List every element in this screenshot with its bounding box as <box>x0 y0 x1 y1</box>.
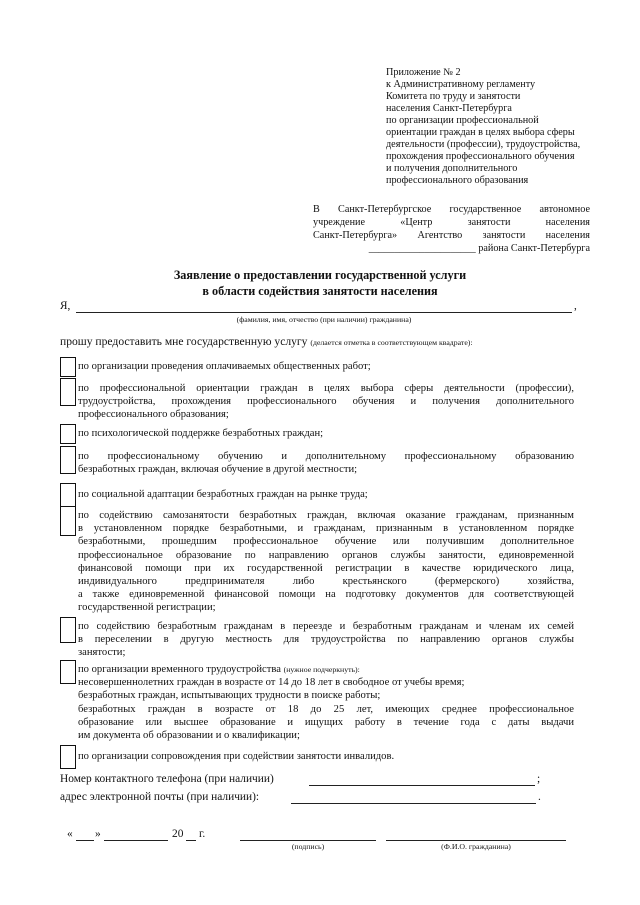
date-month-field[interactable] <box>104 829 168 841</box>
option-line: образование или высшее образование и ищущих работу в течение года с даты выдачи <box>78 716 574 728</box>
date-year-prefix: 20 <box>172 828 184 840</box>
option-line: безработными, прошедшим профессиональное обучение или получившим дополнительное <box>78 536 574 548</box>
phone-label: Номер контактного телефона (при наличии) <box>60 773 274 785</box>
addressee-line: В Санкт-Петербургское государственное автономное <box>313 204 590 215</box>
option-line: по профессиональной ориентации граждан в целях выбора сферы деятельности (профессии), <box>78 383 574 394</box>
appendix-line: ориентации граждан в целях выбора сферы <box>386 127 575 138</box>
option-line: по организации сопровождения при содействии занятости инвалидов. <box>78 751 395 762</box>
option-text-career-guidance <box>78 382 574 422</box>
option-line-text: по организации временного трудоустройства <box>78 664 281 675</box>
email-end: . <box>538 791 541 803</box>
option-checkbox-paid-public-works[interactable] <box>60 357 76 377</box>
option-line: по содействию самозанятости безработных граждан, включая оказание гражданам, признанным <box>78 510 574 521</box>
email-row <box>60 791 259 803</box>
applicant-suffix: , <box>574 300 577 312</box>
option-checkbox-career-guidance[interactable] <box>60 378 76 406</box>
option-line: по содействию безработным гражданам в переезде и безработным гражданам и членам их семей <box>78 621 574 632</box>
request-line <box>60 335 473 348</box>
appendix-line: к Административному регламенту <box>386 79 536 90</box>
option-line: безработных граждан в возрасте от 18 до 25 лет, имеющих среднее профессиональное <box>78 703 574 715</box>
option-text-temporary-employment <box>78 663 574 742</box>
appendix-header <box>386 67 616 187</box>
email-label: адрес электронной почты (при наличии): <box>60 791 260 803</box>
date-year-field[interactable] <box>186 829 196 841</box>
document-title: Заявление о предоставлении государственной услуги <box>173 268 467 282</box>
option-line: профессиональное образование по направлению органов службы занятости, единовременной <box>78 549 574 561</box>
option-line: трудоустройства, прохождения профессионального обучения и получения дополнительного <box>78 396 574 408</box>
addressee-district-line: _____________________ района Санкт-Петербурга <box>368 243 590 254</box>
request-text: прошу предоставить мне государственную услугу <box>60 335 308 348</box>
date-year-suffix: г. <box>199 828 206 840</box>
appendix-line: прохождения профессионального обучения <box>386 151 575 162</box>
option-line: по социальной адаптации безработных граждан на рынке труда; <box>78 489 368 500</box>
name-caption: (Ф.И.О. гражданина) <box>441 842 511 851</box>
option-text-social-adaptation <box>78 488 574 501</box>
option-text-self-employment <box>78 509 574 615</box>
option-note: (нужное подчеркнуть): <box>283 665 360 674</box>
appendix-line: по организации профессиональной <box>386 115 539 126</box>
option-line: профессионального образования; <box>78 409 229 421</box>
date-close-quote: » <box>95 828 101 840</box>
option-text-psychological-support <box>78 427 574 440</box>
option-checkbox-psychological-support[interactable] <box>60 424 76 444</box>
name-field[interactable] <box>386 829 566 841</box>
option-checkbox-disability-support[interactable] <box>60 745 76 769</box>
email-field[interactable] <box>291 792 536 804</box>
appendix-line: деятельности (профессии), трудоустройства, <box>386 139 581 150</box>
document-subtitle: в области содействия занятости населения <box>202 284 438 298</box>
phone-field[interactable] <box>309 774 535 786</box>
addressee-line: учреждение «Центр занятости населения <box>313 217 590 228</box>
option-line: финансовой помощи при их государственной регистрации в качестве юридического лица, <box>78 562 574 574</box>
applicant-prefix: Я, <box>60 300 71 312</box>
option-checkbox-social-adaptation[interactable] <box>60 483 76 507</box>
option-line: безработных граждан, включая обучение в другой местности; <box>78 464 358 476</box>
option-line: несовершеннолетних граждан в возрасте от 14 до 18 лет в свободное от учебы время; <box>78 677 465 689</box>
option-line: занятости; <box>78 647 126 659</box>
option-line: безработных граждан, испытывающих трудности в поиске работы; <box>78 690 381 702</box>
appendix-line: и получения дополнительного <box>386 163 518 174</box>
option-checkbox-temporary-employment[interactable] <box>60 660 76 684</box>
appendix-line: Приложение № 2 <box>386 67 461 78</box>
option-line: а также единовременной финансовой помощи на подготовку документов для соответствующей <box>78 589 574 601</box>
option-line: по психологической поддержке безработных граждан; <box>78 428 324 439</box>
option-line: государственной регистрации; <box>78 602 216 614</box>
option-line: по организации проведения оплачиваемых общественных работ; <box>78 361 371 372</box>
option-line: индивидуального предпринимателя либо крестьянского (фермерского) хозяйства, <box>78 576 574 588</box>
option-text-disability-support <box>78 750 574 763</box>
addressee-block <box>313 203 590 255</box>
appendix-line: населения Санкт-Петербурга <box>386 103 512 114</box>
option-text-relocation <box>78 620 574 660</box>
date-day-field[interactable] <box>76 829 94 841</box>
option-checkbox-relocation[interactable] <box>60 617 76 643</box>
signature-caption: (подпись) <box>291 842 325 851</box>
appendix-line: профессионального образования <box>386 175 529 186</box>
appendix-line: Комитета по труду и занятости <box>386 91 521 102</box>
applicant-name-field[interactable] <box>76 301 572 313</box>
request-note: (делается отметка в соответствующем квадрате): <box>310 338 473 347</box>
signature-field[interactable] <box>240 829 376 841</box>
date-open-quote: « <box>67 828 73 840</box>
addressee-line: Санкт-Петербурга» Агентство занятости населения <box>313 230 590 241</box>
option-checkbox-vocational-training[interactable] <box>60 446 76 474</box>
phone-end: ; <box>537 773 541 785</box>
option-line: по профессиональному обучению и дополнительному профессиональному образованию <box>78 451 574 462</box>
option-text-paid-public-works <box>78 360 574 373</box>
option-line: в переселении в другую местность для трудоустройства по направлению органов службы <box>78 634 574 646</box>
option-line: в установленном порядке безработными, и гражданам, признанным в установленном порядке <box>78 523 574 535</box>
phone-row <box>60 773 274 785</box>
option-checkbox-self-employment[interactable] <box>60 506 76 536</box>
option-line: им документа об образовании и о квалификации; <box>78 730 300 742</box>
option-line <box>78 663 574 676</box>
applicant-caption: (фамилия, имя, отчество (при наличии) гражданина) <box>236 315 412 324</box>
option-text-vocational-training <box>78 450 574 476</box>
